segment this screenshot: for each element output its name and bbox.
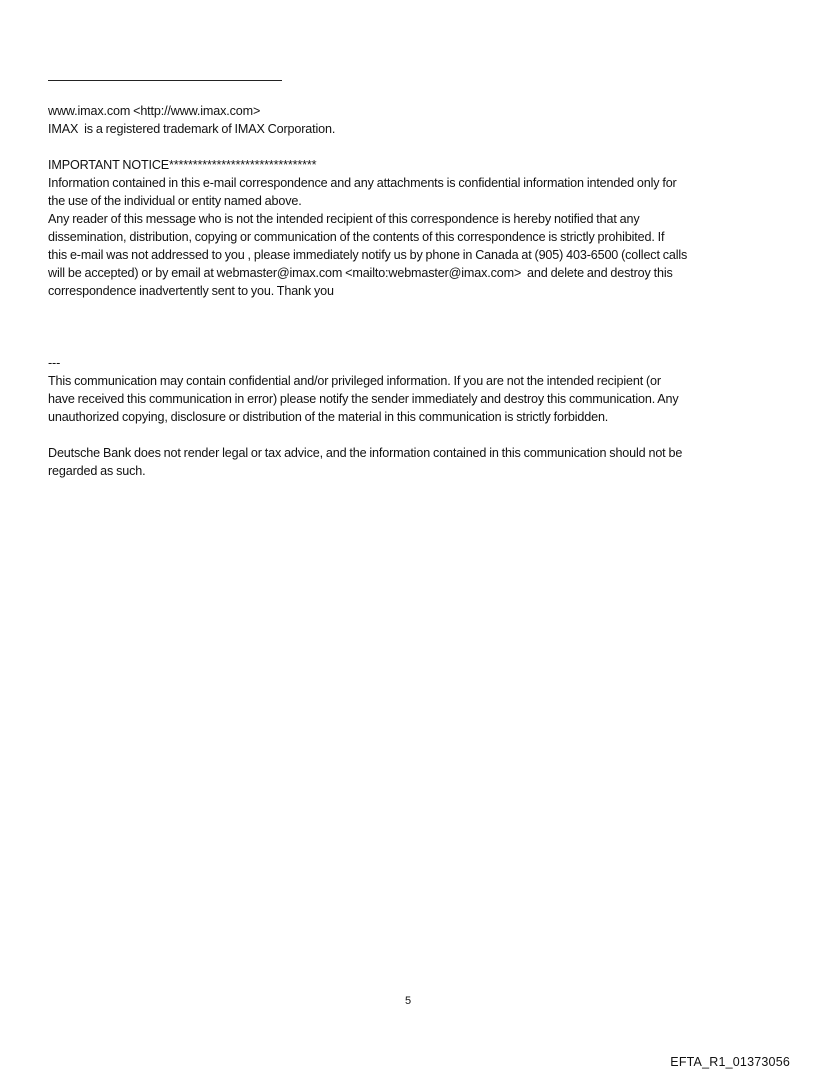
notice-line: Information contained in this e-mail correspondence and any attachments is confidential information intended only for	[48, 176, 677, 190]
page-number: 5	[404, 995, 412, 1007]
separator-block	[48, 354, 772, 372]
imax-signature-block	[48, 102, 772, 138]
imax-website-line: www.imax.com <http://www.imax.com>	[48, 104, 261, 118]
paragraph-gap	[48, 426, 772, 444]
important-notice-block	[48, 156, 772, 300]
dash-separator: ---	[48, 356, 61, 370]
confidentiality-line: unauthorized copying, disclosure or distribution of the material in this communication is strictly forbidden.	[48, 410, 609, 424]
tax-advice-line: regarded as such.	[48, 464, 146, 478]
document-id-stamp: EFTA_R1_01373056	[670, 1055, 790, 1069]
imax-trademark-line: IMAX is a registered trademark of IMAX Corporation.	[48, 122, 336, 136]
confidentiality-line: This communication may contain confidential and/or privileged information. If you are not the intended recipient (or	[48, 374, 661, 388]
tax-advice-line: Deutsche Bank does not render legal or tax advice, and the information contained in this communication should not be	[48, 446, 683, 460]
notice-line: dissemination, distribution, copying or communication of the contents of this correspondence is strictly prohibited. If	[48, 230, 665, 244]
notice-line: the use of the individual or entity named above.	[48, 194, 302, 208]
notice-line: will be accepted) or by email at webmaster@imax.com <mailto:webmaster@imax.com> and delete and destroy this	[48, 266, 673, 280]
confidentiality-line: have received this communication in error) please notify the sender immediately and destroy this communication. Any	[48, 392, 679, 406]
footnote-separator-rule	[48, 80, 282, 81]
notice-heading: IMPORTANT NOTICE*******************************	[48, 158, 317, 172]
notice-line: Any reader of this message who is not the intended recipient of this correspondence is hereby notified that any	[48, 212, 640, 226]
deutsche-bank-disclaimer	[48, 372, 772, 480]
notice-line: this e-mail was not addressed to you , please immediately notify us by phone in Canada at (905) 403-6500 (collect calls	[48, 248, 688, 262]
notice-line: correspondence inadvertently sent to you. Thank you	[48, 284, 334, 298]
